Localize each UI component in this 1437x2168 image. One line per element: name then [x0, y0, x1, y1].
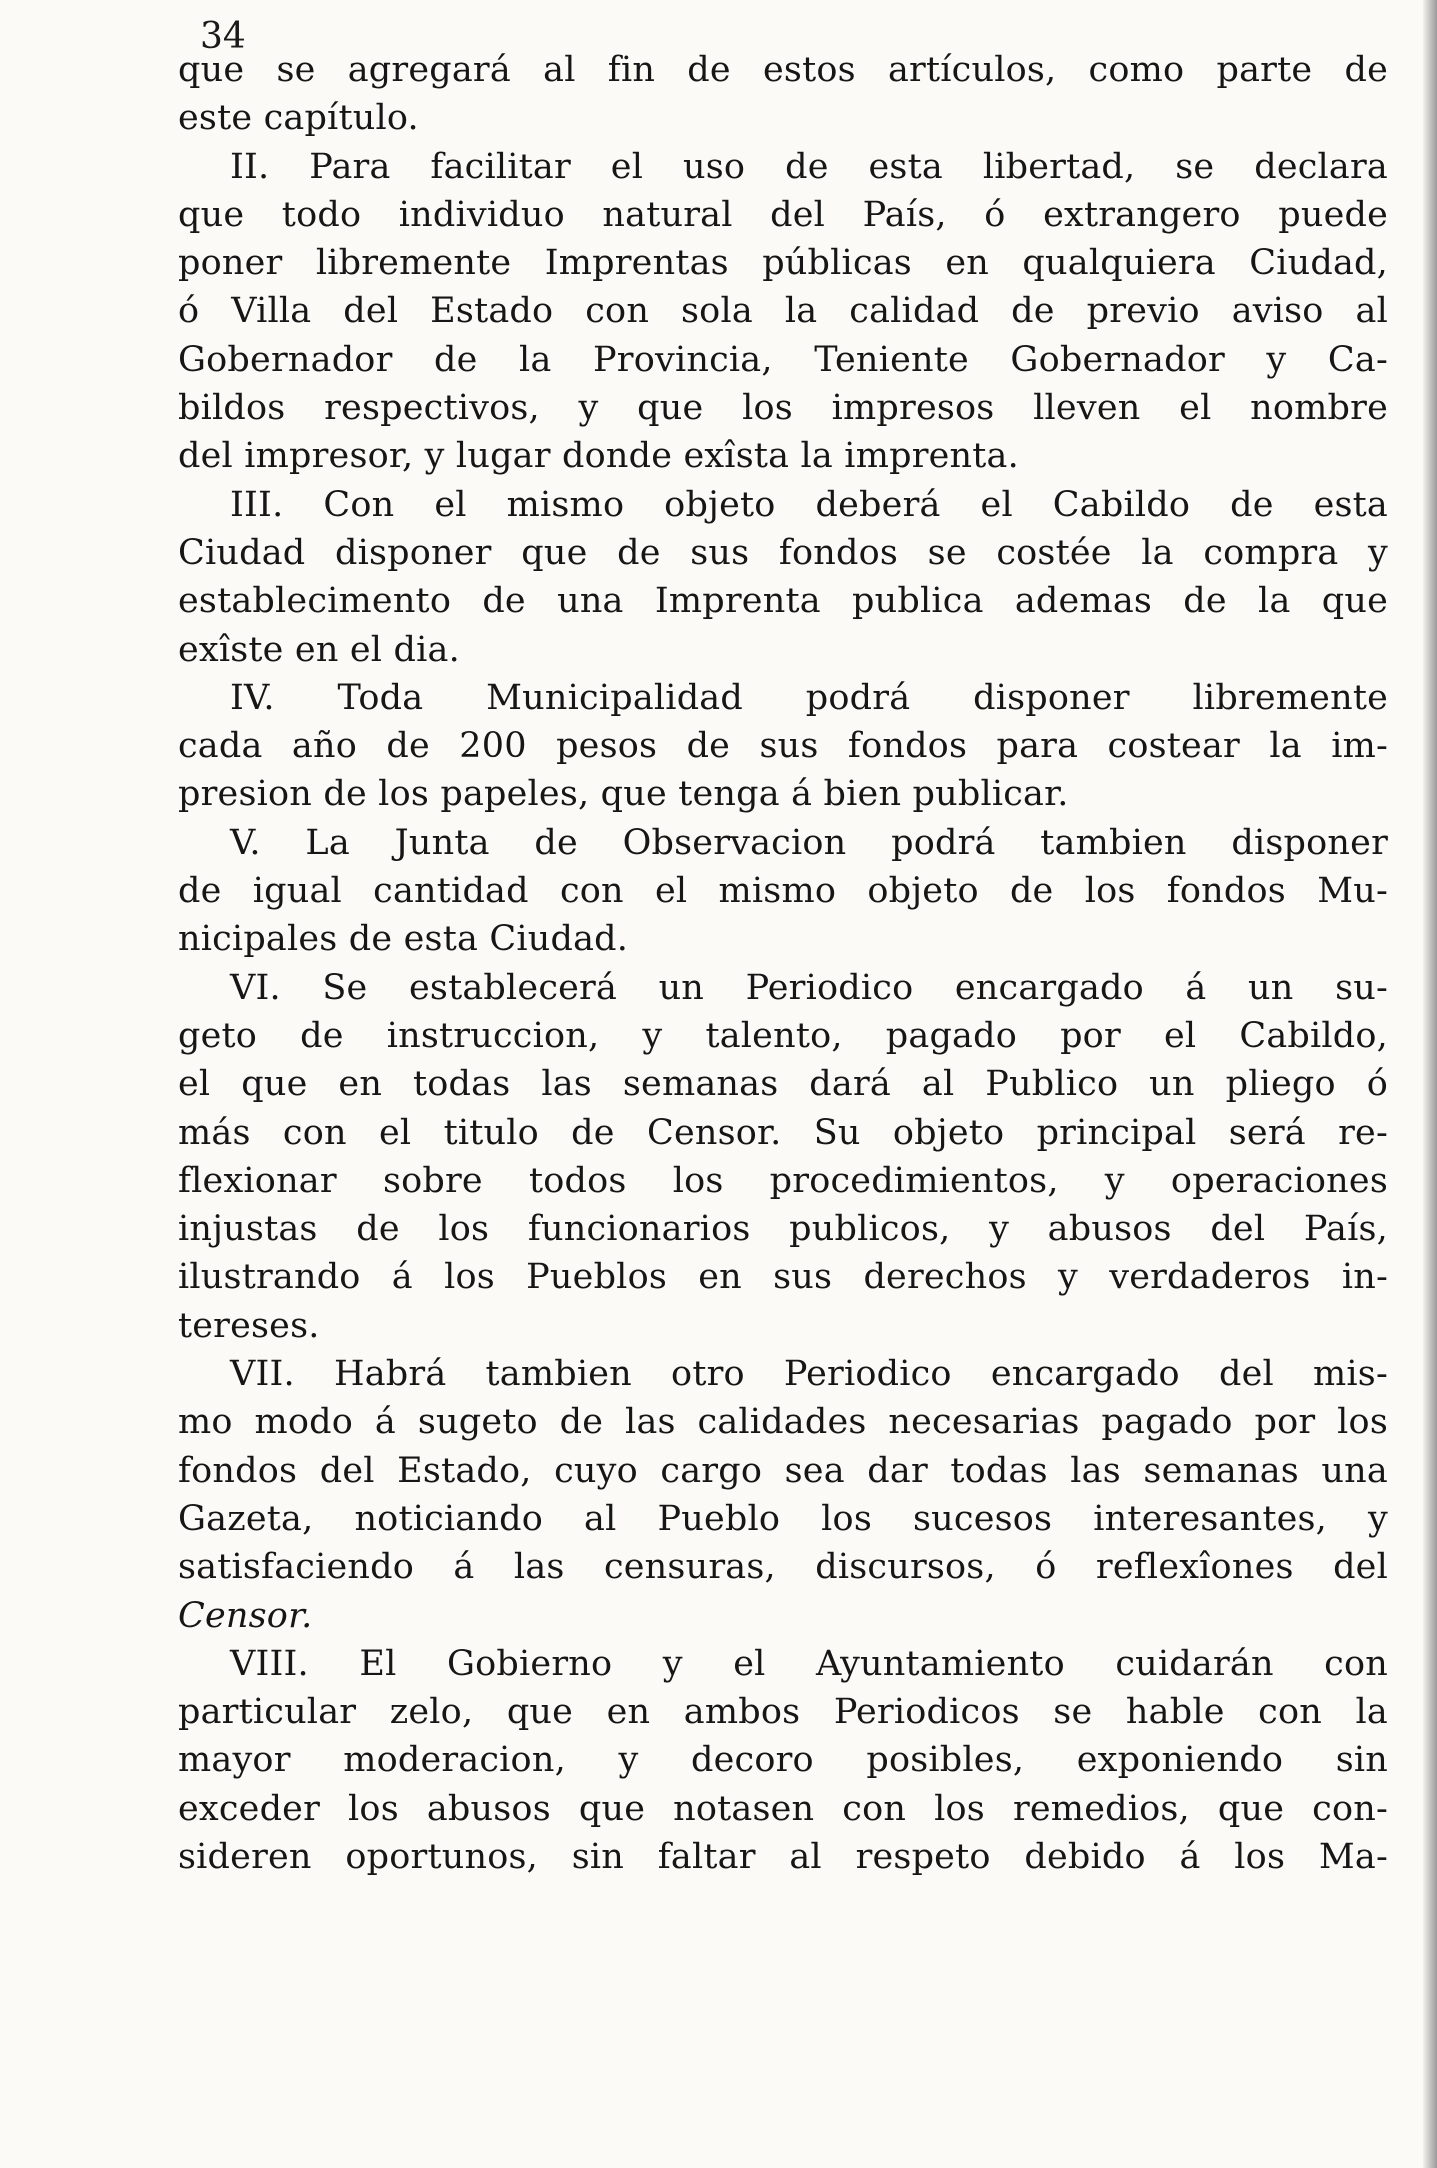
text-line: bildos respectivos, y que los impresos lleven el nombre [178, 388, 1388, 429]
text-line: cada año de 200 pesos de sus fondos para costear la im- [178, 726, 1388, 767]
article-iii-line: III. Con el mismo objeto deberá el Cabildo de esta [230, 484, 1388, 525]
text-line: Gobernador de la Provincia, Teniente Gobernador y Ca- [178, 339, 1388, 380]
body-text [178, 46, 1388, 1881]
page-number: 34 [200, 16, 246, 57]
text-line: el que en todas las semanas dará al Publico un pliego ó [178, 1064, 1388, 1105]
article-v-line: V. La Junta de Observacion podrá tambien disponer [230, 822, 1388, 863]
text-line: este capítulo. [178, 98, 419, 139]
text-line: tereses. [178, 1305, 320, 1346]
text-line: del impresor, y lugar donde exîsta la imprenta. [178, 436, 1019, 477]
text-line: fondos del Estado, cuyo cargo sea dar todas las semanas una [178, 1450, 1388, 1491]
text-line: mayor moderacion, y decoro posibles, exponiendo sin [178, 1740, 1388, 1781]
article-vii-line: VII. Habrá tambien otro Periodico encargado del mis- [230, 1354, 1388, 1395]
text-line: geto de instruccion, y talento, pagado por el Cabildo, [178, 1015, 1388, 1056]
text-line: poner libremente Imprentas públicas en qualquiera Ciudad, [178, 243, 1388, 284]
text-line: nicipales de esta Ciudad. [178, 919, 629, 960]
text-line: particular zelo, que en ambos Periodicos se hable con la [178, 1692, 1388, 1733]
article-viii-line: VIII. El Gobierno y el Ayuntamiento cuidarán con [230, 1643, 1388, 1684]
text-line: flexionar sobre todos los procedimientos, y operaciones [178, 1160, 1388, 1201]
text-line: sideren oportunos, sin faltar al respeto debido á los Ma- [178, 1836, 1388, 1877]
text-line: ó Villa del Estado con sola la calidad de previo aviso al [178, 291, 1388, 332]
text-line: que se agregará al fin de estos artículos, como parte de [178, 50, 1388, 90]
text-line: establecimento de una Imprenta publica ademas de la que [178, 581, 1388, 622]
text-line: más con el titulo de Censor. Su objeto principal será re- [178, 1112, 1388, 1153]
text-line: Gazeta, noticiando al Pueblo los sucesos interesantes, y [178, 1498, 1388, 1539]
article-iv-line: IV. Toda Municipalidad podrá disponer libremente [230, 677, 1388, 718]
text-line: injustas de los funcionarios publicos, y abusos del País, [178, 1209, 1388, 1250]
article-ii-line: II. Para facilitar el uso de esta libertad, se declara [230, 146, 1388, 187]
text-line: presion de los papeles, que tenga á bien publicar. [178, 774, 1069, 815]
page-edge-shadow [1423, 0, 1437, 2168]
text-line: mo modo á sugeto de las calidades necesarias pagado por los [178, 1402, 1388, 1443]
text-line: Ciudad disponer que de sus fondos se costée la compra y [178, 532, 1388, 573]
text-line: exîste en el dia. [178, 629, 460, 670]
text-line: satisfaciendo á las censuras, discursos, ó reflexîones del [178, 1547, 1388, 1588]
text-line: que todo individuo natural del País, ó extrangero puede [178, 194, 1388, 235]
text-line: de igual cantidad con el mismo objeto de los fondos Mu- [178, 871, 1388, 912]
text-line: Censor. [178, 1595, 313, 1636]
text-line: exceder los abusos que notasen con los remedios, que con- [178, 1788, 1388, 1829]
article-vi-line: VI. Se establecerá un Periodico encargado á un su- [230, 967, 1388, 1008]
text-line: ilustrando á los Pueblos en sus derechos y verdaderos in- [178, 1257, 1388, 1298]
